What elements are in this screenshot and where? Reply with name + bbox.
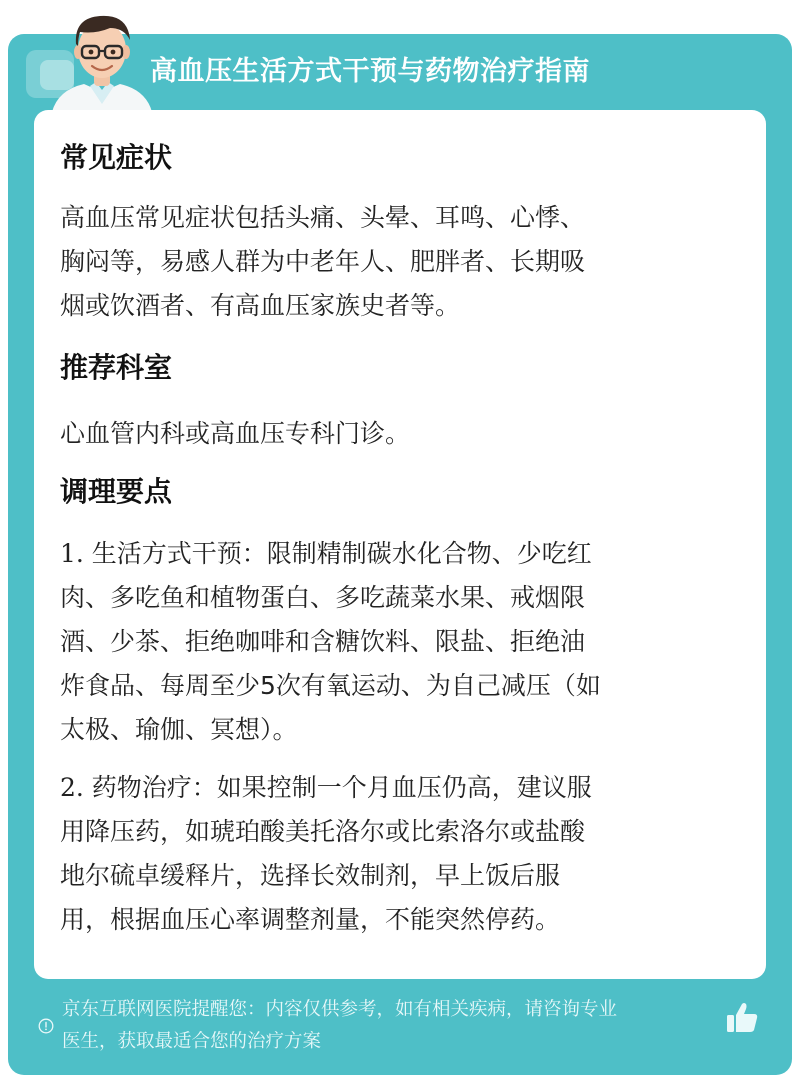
item-number: 2. xyxy=(60,773,84,802)
item-number: 1. xyxy=(60,539,84,568)
disclaimer-line: 医生，获取最适合您的治疗方案 xyxy=(62,1031,322,1052)
text-line: 炸食品、每周至少5次有氧运动、为自己减压（如 xyxy=(60,671,601,700)
text-line: 生活方式干预：限制精制碳水化合物、少吃红 xyxy=(83,539,592,568)
info-icon xyxy=(38,1018,54,1034)
department-text xyxy=(60,412,750,456)
disclaimer-text xyxy=(62,994,732,1058)
care-item-lifestyle xyxy=(60,532,750,752)
text-line: 高血压常见症状包括头痛、头晕、耳鸣、心悸、 xyxy=(60,203,586,232)
text-line: 药物治疗：如果控制一个月血压仍高，建议服 xyxy=(83,773,592,802)
content-card xyxy=(34,110,766,979)
section-title-care-points: 调理要点 xyxy=(60,475,173,508)
text-line: 太极、瑜伽、冥想）。 xyxy=(60,715,298,744)
symptoms-text xyxy=(60,196,750,328)
care-item-medication xyxy=(60,766,750,942)
disclaimer-line: 京东互联网医院提醒您：内容仅供参考，如有相关疾病，请咨询专业 xyxy=(62,999,618,1020)
text-line: 肉、多吃鱼和植物蛋白、多吃蔬菜水果、戒烟限 xyxy=(60,583,586,612)
thumbs-up-icon[interactable] xyxy=(722,998,762,1038)
page-title: 高血压生活方式干预与药物治疗指南 xyxy=(150,56,590,87)
text-line: 酒、少茶、拒绝咖啡和含糖饮料、限盐、拒绝油 xyxy=(60,627,586,656)
text-line: 用降压药，如琥珀酸美托洛尔或比索洛尔或盐酸 xyxy=(60,817,586,846)
text-line: 胸闷等，易感人群为中老年人、肥胖者、长期吸 xyxy=(60,247,586,276)
text-line: 心血管内科或高血压专科门诊。 xyxy=(60,419,411,448)
doctor-avatar-icon xyxy=(44,8,160,112)
section-title-symptoms: 常见症状 xyxy=(60,141,173,174)
text-line: 用，根据血压心率调整剂量，不能突然停药。 xyxy=(60,905,561,934)
text-line: 烟或饮酒者、有高血压家族史者等。 xyxy=(60,291,461,320)
section-title-department: 推荐科室 xyxy=(60,351,173,384)
text-line: 地尔硫卓缓释片，选择长效制剂，早上饭后服 xyxy=(60,861,561,890)
